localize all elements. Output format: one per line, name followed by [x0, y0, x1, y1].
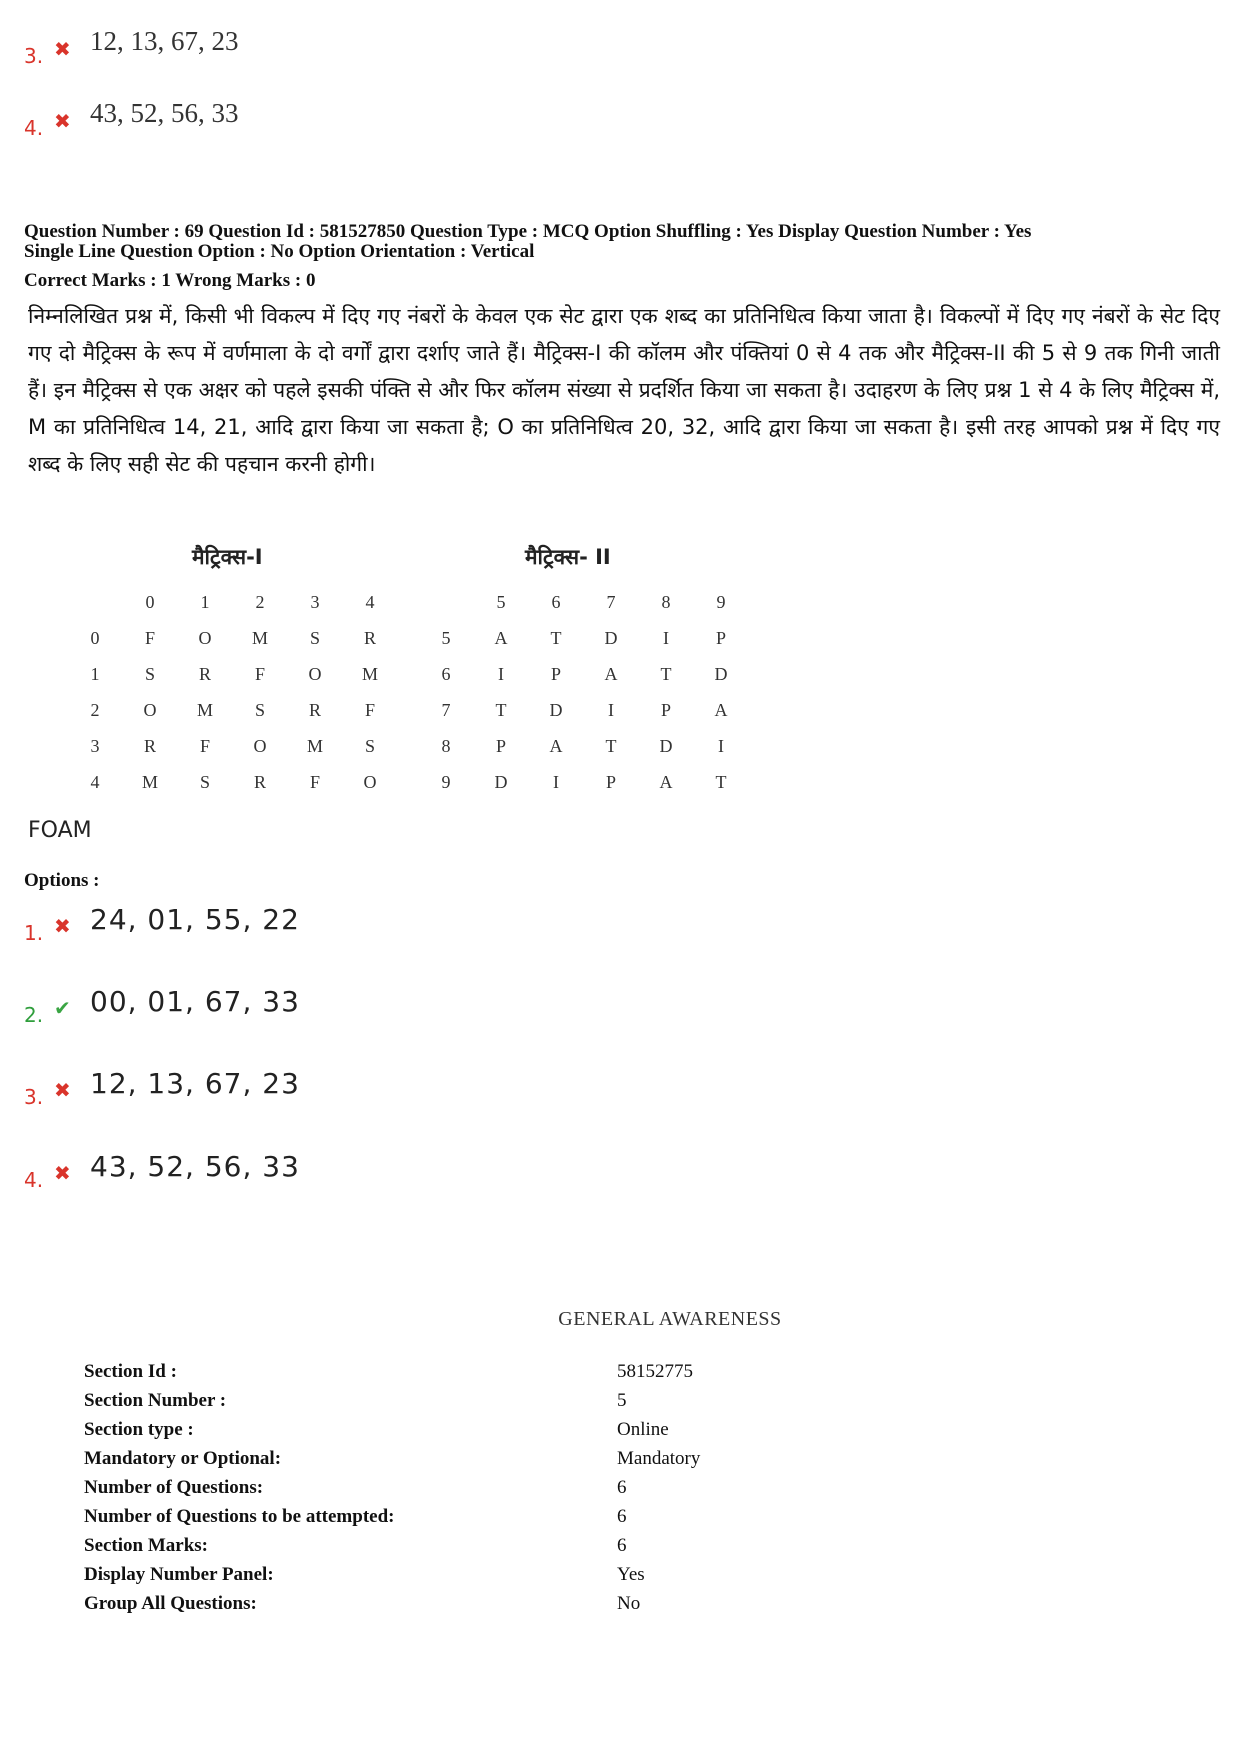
section-row-value: 6	[617, 1535, 627, 1556]
matrix2-cell: I	[718, 736, 724, 756]
section-row-value: No	[617, 1593, 641, 1614]
section-row-key: Number of Questions to be attempted:	[84, 1506, 395, 1527]
section-row-key: Display Number Panel:	[84, 1564, 274, 1585]
matrix1-row-header: 1	[90, 664, 100, 684]
question-text: निम्नलिखित प्रश्न में, किसी भी विकल्प में दिए गए नंबरों के केवल एक सेट द्वारा एक शब्द का प्रतिनिधित्व किया जाता है। विकल्पों में दिए गए नंबरों के सेट दिए गए दो मैट्रिक्स के रूप में वर्णमाला के दो वर्गों द्वारा दर्शाए जाते हैं। मैट्रिक्स-I की कॉलम और पंक्तियां 0 से 4 तक और मैट्रिक्स-II की 5 से 9 तक गिनी जाती हैं। इन मैट्रिक्स से एक अक्षर को पहले इसकी पंक्ति से और फिर कॉलम संख्या से प्रदर्शित किया जा सकता है। उदाहरण के लिए प्रश्न 1 से 4 के लिए मैट्रिक्स में, M का प्रतिनिधित्व 14, 21, आदि द्वारा किया जा सकता है; O का प्रतिनिधित्व 20, 32, आदि द्वारा किया जा सकता है। इसी तरह आपको प्रश्न में दिए गए शब्द के लिए सही सेट की पहचान करनी होगी।	[28, 304, 1220, 476]
matrix2-cell: T	[605, 736, 617, 756]
matrix1-col-header: 3	[310, 592, 320, 612]
section-row-value: 6	[617, 1506, 627, 1527]
option-number: 2.	[24, 1003, 44, 1027]
check-icon: ✔	[54, 996, 71, 1020]
matrix2-title: मैट्रिक्स- II	[525, 545, 611, 569]
matrix1-cell: M	[361, 664, 378, 684]
section-row-key: Section Marks:	[84, 1535, 209, 1556]
matrix2-col-header: 8	[661, 592, 671, 612]
matrix2-cell: D	[604, 628, 618, 648]
matrix1-cell: M	[196, 700, 213, 720]
option-value: 00, 01, 67, 33	[90, 985, 300, 1018]
section-row-value: Mandatory	[617, 1448, 701, 1469]
matrix2-cell: P	[715, 628, 726, 648]
option-value: 12, 13, 67, 23	[90, 26, 239, 56]
matrix2-row-header: 9	[441, 772, 451, 792]
matrix2-col-header: 5	[496, 592, 506, 612]
matrix2-cell: D	[549, 700, 563, 720]
matrix1-col-header: 2	[255, 592, 265, 612]
matrix1-cell: S	[144, 664, 155, 684]
option-value: 24, 01, 55, 22	[90, 903, 300, 936]
cross-icon: ✖	[54, 1161, 71, 1185]
cross-icon: ✖	[54, 37, 71, 61]
option-number: 4.	[24, 116, 44, 140]
matrix1-cell: O	[308, 664, 322, 684]
matrix1-row-header: 3	[90, 736, 100, 756]
matrix2-cell: P	[660, 700, 671, 720]
matrix2-cell: T	[715, 772, 727, 792]
section-row-key: Section Number :	[84, 1390, 227, 1411]
matrix2-row-header: 8	[441, 736, 451, 756]
cross-icon: ✖	[54, 1078, 71, 1102]
section-row-value: 58152775	[617, 1361, 693, 1382]
matrix2-cell: D	[494, 772, 508, 792]
matrix2-cell: P	[495, 736, 506, 756]
option-number: 3.	[24, 1085, 44, 1109]
matrix1-cell: M	[141, 772, 158, 792]
question-meta-line2: Single Line Question Option : No Option Orientation : Vertical	[24, 241, 535, 262]
section-row-value: Yes	[617, 1564, 645, 1585]
matrix1-cell: F	[309, 772, 320, 792]
matrix1-cell: F	[254, 664, 265, 684]
matrix1-col-header: 1	[200, 592, 210, 612]
options-label: Options :	[24, 870, 100, 891]
matrix1-cell: S	[309, 628, 320, 648]
option-value: 12, 13, 67, 23	[90, 1067, 300, 1100]
matrix2-cell: D	[714, 664, 728, 684]
cross-icon: ✖	[54, 914, 71, 938]
option-value: 43, 52, 56, 33	[90, 98, 239, 128]
matrix2-row-header: 5	[441, 628, 451, 648]
section-row-value: Online	[617, 1419, 669, 1440]
section-row-key: Mandatory or Optional:	[84, 1448, 282, 1469]
section-row-key: Number of Questions:	[84, 1477, 264, 1498]
matrix2-cell: P	[550, 664, 561, 684]
matrix1-cell: O	[363, 772, 377, 792]
matrix1-row-header: 0	[90, 628, 100, 648]
section-row-key: Section Id :	[84, 1361, 177, 1382]
matrix2-cell: I	[608, 700, 614, 720]
matrix2-cell: T	[660, 664, 672, 684]
matrix2-cell: I	[498, 664, 504, 684]
matrix1-cell: R	[308, 700, 321, 720]
question-meta-line1: Question Number : 69 Question Id : 581527850 Question Type : MCQ Option Shuffling : Yes Display Question Number : Yes	[24, 221, 1032, 242]
matrix2-cell: I	[663, 628, 669, 648]
matrix1-cell: O	[198, 628, 212, 648]
matrix2-col-header: 9	[716, 592, 726, 612]
matrix1-cell: S	[199, 772, 210, 792]
matrix1-cell: F	[144, 628, 155, 648]
matrix2-row-header: 7	[441, 700, 451, 720]
option-number: 4.	[24, 1168, 44, 1192]
matrix2-cell: P	[605, 772, 616, 792]
matrix2-cell: A	[604, 664, 618, 684]
matrix2-cell: D	[659, 736, 673, 756]
cross-icon: ✖	[54, 109, 71, 133]
matrix1-row-header: 4	[90, 772, 100, 792]
option-number: 1.	[24, 921, 44, 945]
matrix2-col-header: 6	[551, 592, 561, 612]
matrix2-cell: A	[659, 772, 673, 792]
question-word: FOAM	[28, 818, 92, 843]
section-row-key: Section type :	[84, 1419, 194, 1440]
matrix1-cell: R	[253, 772, 266, 792]
matrix1-cell: O	[143, 700, 157, 720]
matrix1-cell: R	[143, 736, 156, 756]
matrix2-cell: T	[495, 700, 507, 720]
matrix2-cell: A	[714, 700, 728, 720]
matrix1-cell: M	[306, 736, 323, 756]
section-row-key: Group All Questions:	[84, 1593, 257, 1614]
matrix1-cell: S	[364, 736, 375, 756]
matrix1-cell: R	[198, 664, 211, 684]
matrix1-title: मैट्रिक्स-I	[192, 545, 263, 569]
section-title: GENERAL AWARENESS	[558, 1308, 782, 1330]
option-value: 43, 52, 56, 33	[90, 1150, 300, 1183]
matrix1-cell: O	[253, 736, 267, 756]
matrix1-cell: F	[199, 736, 210, 756]
matrix1-row-header: 2	[90, 700, 100, 720]
matrix2-cell: I	[553, 772, 559, 792]
section-row-value: 5	[617, 1390, 627, 1411]
matrix1-cell: M	[251, 628, 268, 648]
matrix2-cell: A	[549, 736, 563, 756]
matrix1-cell: S	[254, 700, 265, 720]
matrix1-col-header: 4	[365, 592, 375, 612]
matrix2-cell: A	[494, 628, 508, 648]
option-number: 3.	[24, 44, 44, 68]
matrix1-col-header: 0	[145, 592, 155, 612]
matrix2-cell: T	[550, 628, 562, 648]
matrix2-col-header: 7	[606, 592, 616, 612]
matrix2-row-header: 6	[441, 664, 451, 684]
question-marks: Correct Marks : 1 Wrong Marks : 0	[24, 270, 316, 291]
matrix1-cell: F	[364, 700, 375, 720]
matrix1-cell: R	[363, 628, 376, 648]
section-row-value: 6	[617, 1477, 627, 1498]
